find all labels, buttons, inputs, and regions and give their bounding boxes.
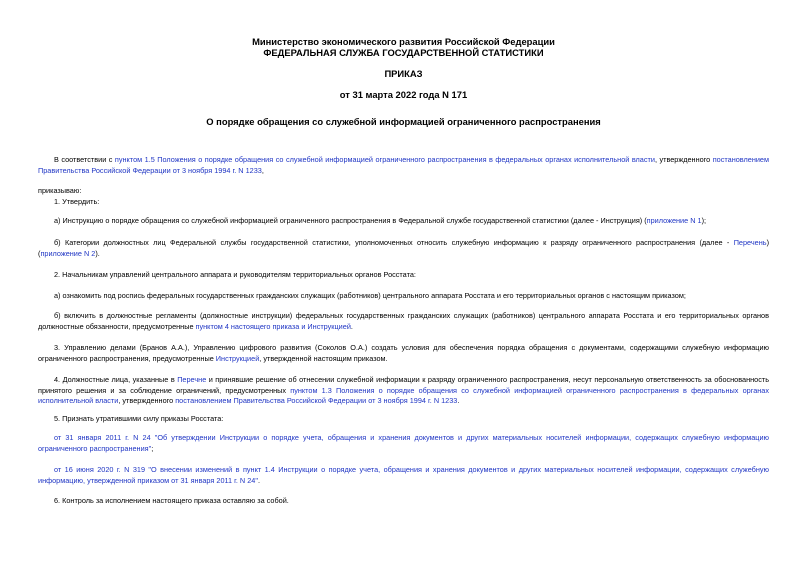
document-title: О порядке обращения со служебной информацией ограниченного распространения [206, 116, 601, 127]
link-order-319[interactable]: от 16 июня 2020 г. N 319 "О внесении изменений в пункт 1.4 Инструкции о порядке учета, обращения и хранения документов и других материальных носителей информации, содержащих служебную информацию, утвержденной приказом от 31 января 2011 г. N 24" [38, 465, 769, 485]
order-word: приказываю: [38, 186, 82, 195]
link-regulation-point-1-3[interactable]: пунктом 1.3 Положения о порядке обращения со служебной информацией ограниченного распространения в федеральных органах исполнительной власти [38, 385, 770, 406]
paragraph-4: 4. Должностные лица, указанные в Перечне и принявшие решение об отнесении служебной информации к разряду ограниченного распространения, несут персональную ответственность за обоснованность принятого решения и за соблюдение ограничений, предусмотренных пунктом 1.3 Положения о порядке обращения со служебной информацией ограниченного распространения в федеральных органах исполнительной власти, утвержденного постановлением Правительства Российской Федерации от 3 ноября 1994 г. N 1233. [38, 375, 770, 406]
paragraph-2: 2. Начальникам управлений центрального аппарата и руководителям территориальных органов Росстата: [54, 270, 416, 279]
paragraph-5a: от 31 января 2011 г. N 24 "Об утверждении Инструкции о порядке учета, обращения и хранения документов и других материальных носителей информации, содержащих служебную информацию ограниченного распространения"; [38, 433, 769, 453]
paragraph-5b: от 16 июня 2020 г. N 319 "О внесении изменений в пункт 1.4 Инструкции о порядке учета, обращения и хранения документов и других материальных носителей информации, содержащих служебную информацию, утвержденной приказом от 31 января 2011 г. N 24". [38, 465, 769, 485]
link-appendix-2[interactable]: приложение N 2 [40, 248, 96, 258]
paragraph-6: 6. Контроль за исполнением настоящего приказа оставляю за собой. [54, 496, 289, 505]
paragraph-5: 5. Признать утратившими силу приказы Росстата: [54, 414, 224, 423]
paragraph-1b: б) Категории должностных лиц Федеральной службы государственной статистики, уполномоченных относить служебную информацию к разряду ограниченного распространения (далее - Перечень) (приложение N 2). [38, 238, 769, 258]
link-order-24[interactable]: от 31 января 2011 г. N 24 "Об утверждении Инструкции о порядке учета, обращения и хранения документов и других материальных носителей информации, содержащих служебную информацию ограниченного распространения" [38, 433, 769, 453]
paragraph-3: 3. Управлению делами (Бранов А.А.), Управлению цифрового развития (Соколов О.А.) создать условия для обеспечения порядка обращения с документами, содержащими служебную информацию ограниченного распространения, предусмотренные Инструкцией, утвержденной настоящим приказом. [38, 343, 769, 363]
document-type: ПРИКАЗ [384, 68, 423, 79]
intro-paragraph: В соответствии с пунктом 1.5 Положения о порядке обращения со служебной информацией ограниченного распространения в федеральных органах исполнительной власти, утвержденного постановлением Правительства Российской Федерации от 3 ноября 1994 г. N 1233, [38, 155, 770, 175]
paragraph-1: 1. Утвердить: [54, 197, 100, 206]
paragraph-1a: а) Инструкцию о порядке обращения со служебной информацией ограниченного распространения в Федеральной службе государственной статистики (далее - Инструкция) (приложение N 1); [54, 216, 707, 225]
link-instruction[interactable]: Инструкцией [215, 353, 260, 363]
document-date-number: от 31 марта 2022 года N 171 [339, 89, 468, 100]
ministry-name: Министерство экономического развития Российской Федерации [252, 36, 555, 47]
link-list-2[interactable]: Перечне [177, 375, 207, 384]
link-list[interactable]: Перечень [733, 238, 767, 247]
link-government-decree-1233-2[interactable]: постановлением Правительства Российской Федерации от 3 ноября 1994 г. N 1233 [175, 396, 458, 406]
paragraph-2a: а) ознакомить под роспись федеральных государственных гражданских служащих (работников) центрального аппарата Росстата и его территориальных органов с настоящим приказом; [54, 291, 686, 300]
link-appendix-1[interactable]: приложение N 1 [646, 216, 702, 225]
paragraph-2b: б) включить в должностные регламенты (должностные инструкции) федеральных государственных гражданских служащих (работников) центрального аппарата Росстата и его территориальных органов должностные обязанности, предусмотренные пунктом 4 настоящего приказа и Инструкцией. [38, 311, 769, 331]
link-regulation-point-1-5[interactable]: пунктом 1.5 Положения о порядке обращения со служебной информацией ограниченного распространения в федеральных органах исполнительной власти [114, 155, 655, 164]
link-point-4-and-instruction[interactable]: пунктом 4 настоящего приказа и Инструкцией [195, 321, 351, 331]
service-name: ФЕДЕРАЛЬНАЯ СЛУЖБА ГОСУДАРСТВЕННОЙ СТАТИСТИКИ [263, 47, 544, 58]
link-government-decree-1233[interactable]: постановлением Правительства Российской Федерации от 3 ноября 1994 г. N 1233 [38, 155, 770, 175]
